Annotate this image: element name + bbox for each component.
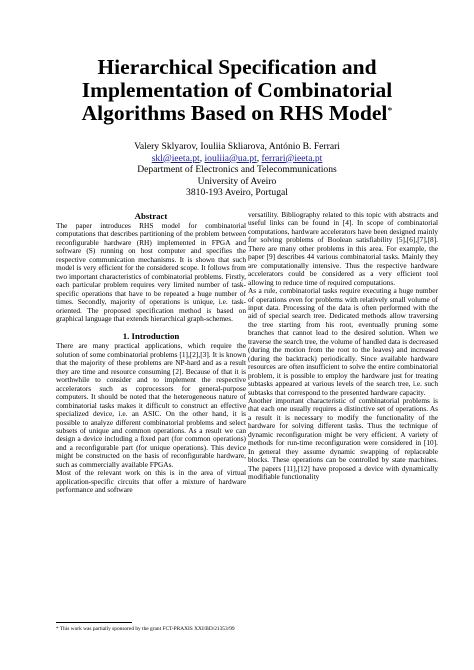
footnote-mark: * bbox=[56, 627, 59, 632]
right-paragraph-2: As a rule, combinatorial tasks require executing a huge number of operations even for problems with relatively small volume of input data. Processing of the data is often performed with the aid of special search tree. Dedicated methods allow traversing the tree starting from his root, eventually pruning some branches that cannot lead to the desired solution. When we traverse the search tree, the volume of handled data is decreased (during the motion from the root to the leaves) and increased (during the backtrack) periodically. Since available hardware resources are often insufficient to solve the entire combinatorial problem, it is possible to employ the hardware just for treating subtasks appeared at various levels of the search tree, i.e. such subtasks that correspond to the presented hardware capacity. bbox=[248, 286, 438, 397]
intro-paragraph-2: Most of the relevant work on this is in the area of virtual application-specific circuits that offer a mixture of hardware performance and software bbox=[56, 468, 246, 495]
title-line-3 bbox=[40, 102, 434, 125]
footnote bbox=[56, 626, 436, 633]
author-names: Valery Sklyarov, Iouliia Skliarova, António B. Ferrari bbox=[134, 141, 340, 152]
title-footnote-mark: * bbox=[387, 106, 393, 117]
title-line-1: Hierarchical Specification and bbox=[97, 55, 377, 79]
email-separator-1: , bbox=[199, 152, 205, 164]
introduction-heading: 1. Introduction bbox=[122, 331, 180, 342]
right-column bbox=[248, 211, 438, 482]
affiliation-line-1: Department of Electronics and Telecommunications bbox=[137, 164, 337, 176]
affiliation-line-2: University of Aveiro bbox=[197, 175, 277, 187]
email-separator-2: , bbox=[256, 152, 262, 164]
affiliation-line-3: 3810-193 Aveiro, Portugal bbox=[186, 187, 288, 199]
email-link-3[interactable]: ferrari@ieeta.pt bbox=[261, 152, 323, 164]
right-paragraph-1: versatility. Bibliography related to this topic with abstracts and useful links can be found in [4]. In scope of combinatorial computations, hardware accelerators have been designed mainly for solving problems of Boolean satisfiability [5],[6],[7],[8]. There are many other problems in this area. For example, the paper [9] describes 44 various combinatorial tasks. Mainly they are computationally intensive. Thus the respective hardware accelerators could be considered as a very efficient tool allowing to reduce time of required computations. bbox=[248, 210, 438, 287]
intro-paragraph-1: There are many practical applications, which require the solution of some combinatorial problems [1],[2],[3]. It is known that the majority of these problems are NP-hard and as a result they are time and resource consuming [2]. Because of that it is worthwhile to consider and to implement the respective accelerators such as coprocessors for general-purpose computers. It should be noted that the heterogeneous nature of combinatorial tasks makes it difficult to construct an effective specialized device, i.e. an ASIC. On the other hand, it is possible to analyze different combinatorial problems and select subsets of unique and common operations. As a result we can design a device including a fixed part (for common operations) and a reconfigurable part (for unique operations). This device might be constructed on the basis of reconfigurable hardware, such as commercially available FPGAs. bbox=[56, 341, 246, 469]
abstract-heading: Abstract bbox=[134, 211, 168, 221]
left-column bbox=[56, 211, 246, 495]
footnote-divider bbox=[56, 622, 132, 623]
title-line-2: Implementation of Combinatorial bbox=[81, 78, 393, 102]
author-emails bbox=[40, 153, 434, 165]
author-block bbox=[40, 141, 434, 199]
right-paragraph-3: Another important characteristic of combinatorial problems is that each one usually requires a distinctive set of operations. As a result it is necessary to modify the functionality of the hardware for solving different tasks. Thus the technique of dynamic reconfiguration might be very efficient. A variety of methods for run-time reconfiguration were considered in [10]. In general they assume dynamic swapping of replaceable blocks. These operations can be controlled by state machines. The papers [11],[12] have proposed a device with dynamically modifiable functionality bbox=[248, 395, 438, 482]
paper-title bbox=[40, 56, 434, 125]
email-link-1[interactable]: skl@ieeta.pt bbox=[151, 152, 200, 164]
email-link-2[interactable]: iouliia@ua.pt bbox=[204, 152, 257, 164]
abstract-text: The paper introduces RHS model for combinatorial computations that describes partitioning of the problem between reconfigurable hardware (RH) implemented in FPGA and software (S) running on host computer and specifies the respective communication mechanisms. It is shown that such model is very efficient for the considered scope. It follows from two important characteristics of combinatorial problems. Firstly, each particular problem requires very limited number of task-specific operations that have to be repeated a huge number of times. Secondly, majority of operations is unique, i.e. task-oriented. The proposed specification method is based on graphical language that extends hierarchical graph-schemes. bbox=[56, 221, 246, 323]
title-line-3-text: Algorithms Based on RHS Model bbox=[81, 101, 388, 125]
footnote-text: This work was partially sponsored by the grant FCT-PRAXIS XXI/BD/21353/99 bbox=[58, 626, 235, 632]
